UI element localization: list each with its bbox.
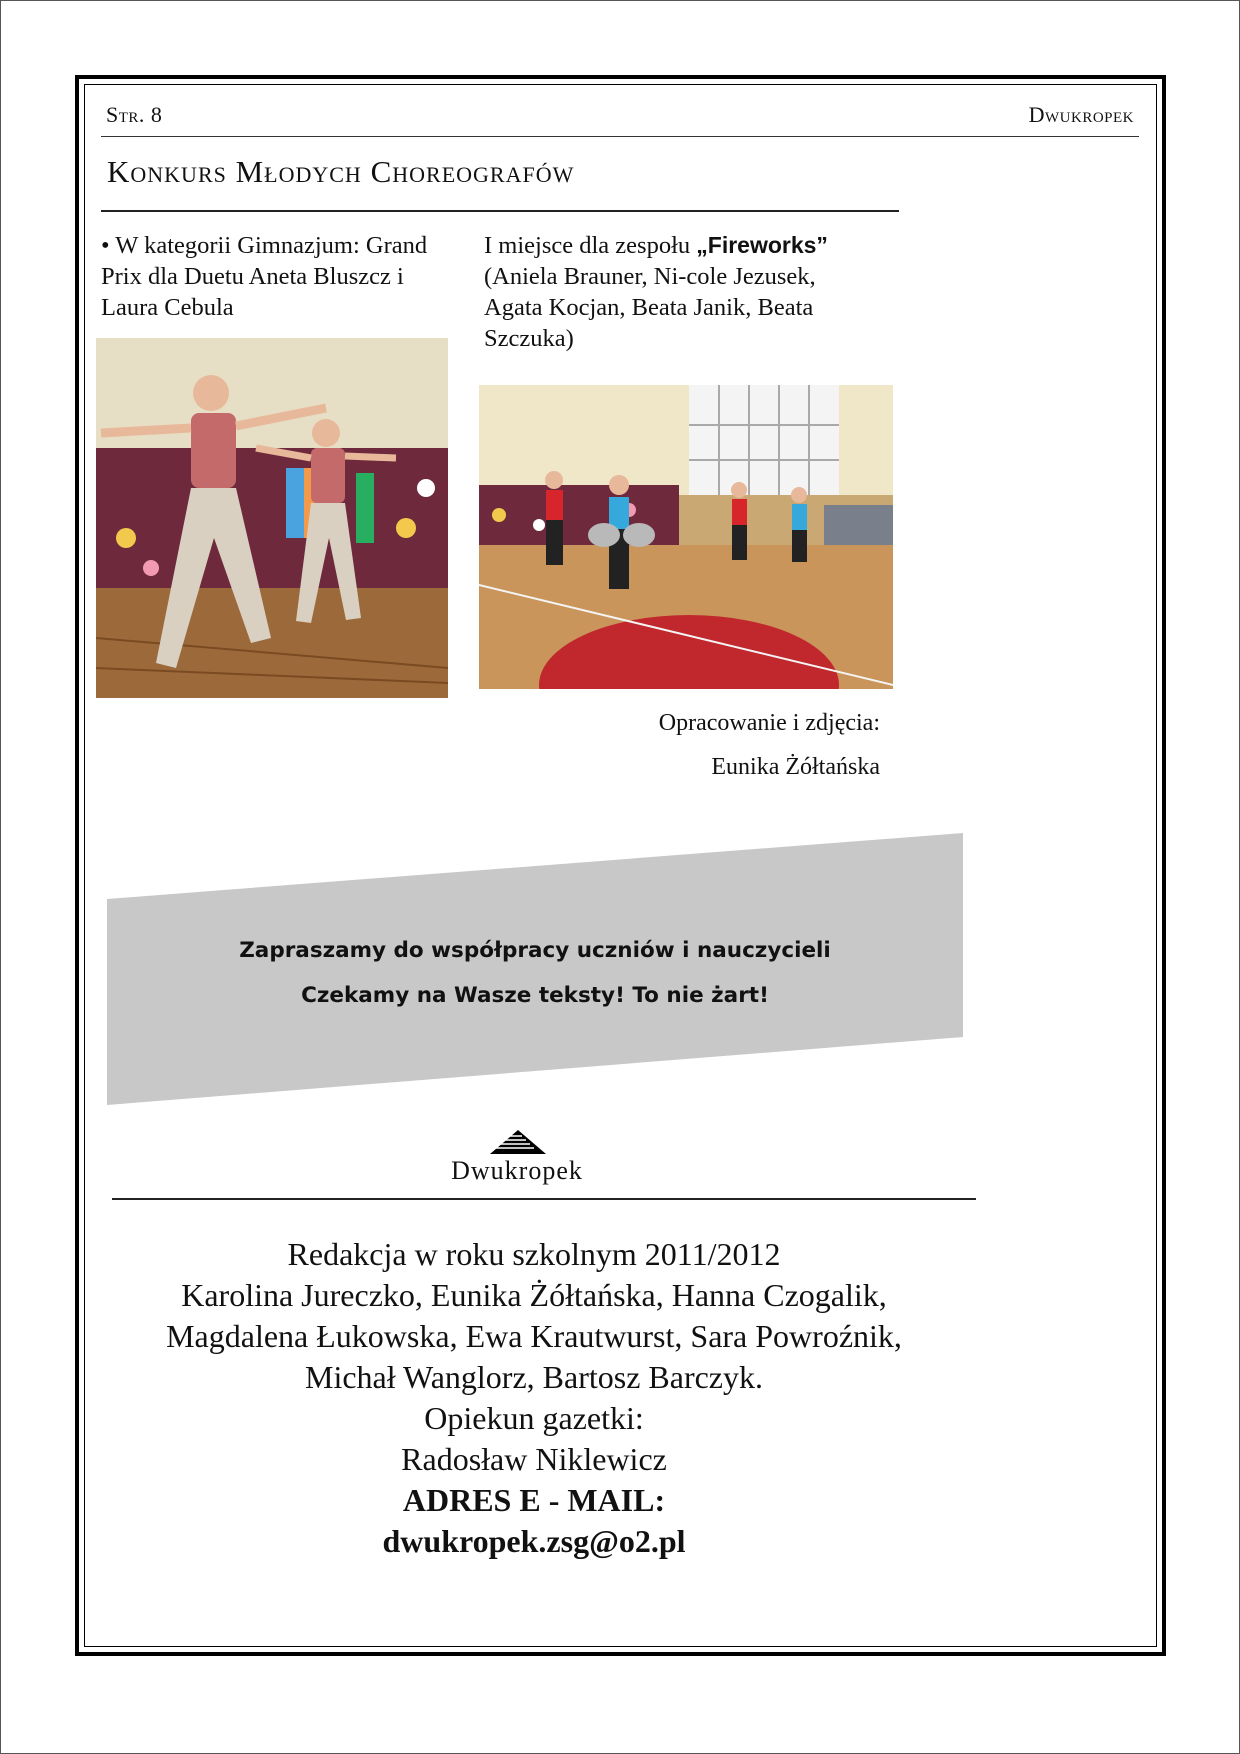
editorial-members-line-3: Michał Wanglorz, Bartosz Barczyk. [304, 1359, 763, 1395]
banner-line-1: Zapraszamy do współpracy uczniów i nauczycieli [239, 938, 831, 963]
publication-name: Dwukropek [1028, 102, 1134, 127]
team-name: „Fireworks” [696, 232, 828, 258]
supervisor-name: Radosław Niklewicz [401, 1441, 667, 1477]
team-dance-photo [479, 385, 893, 689]
credit-label: Opracowanie i zdjęcia: [658, 710, 880, 736]
page-number: Str. 8 [106, 102, 163, 127]
editorial-members-line-1: Karolina Jureczko, Eunika Żółtańska, Hanna Czogalik, [181, 1277, 887, 1313]
email-label: ADRES E - MAIL: [402, 1482, 666, 1518]
editorial-info [84, 1234, 984, 1562]
credit-author: Eunika Żółtańska [711, 754, 880, 780]
banner-line-2: Czekamy na Wasze teksty! To nie żart! [301, 983, 769, 1008]
supervisor-label: Opiekun gazetki: [424, 1400, 644, 1436]
right-column-text [484, 230, 874, 354]
duet-dance-photo [96, 338, 448, 698]
editorial-members-line-2: Magdalena Łukowska, Ewa Krautwurst, Sara Powroźnik, [166, 1318, 902, 1354]
logo-wordmark: Dwukropek [451, 1156, 583, 1185]
right-column-intro: I miejsce dla zespołu [484, 232, 697, 259]
invitation-banner [107, 833, 963, 1105]
stacked-triangle-logo-icon [490, 1130, 546, 1156]
header-divider [101, 136, 1139, 137]
email-address[interactable]: dwukropek.zsg@o2.pl [382, 1523, 686, 1559]
section-title: Konkurs Młodych Choreografów [107, 154, 575, 189]
editorial-heading: Redakcja w roku szkolnym 2011/2012 [287, 1236, 781, 1272]
right-column-members: (Aniela Brauner, Ni-cole Jezusek, Agata Kocjan, Beata Janik, Beata Szczuka) [484, 263, 816, 352]
banner-background [107, 833, 963, 1105]
footer-divider [112, 1198, 976, 1200]
left-column-text: • W kategorii Gimnazjum: Grand Prix dla Duetu Aneta Bluszcz i Laura Cebula [101, 232, 428, 321]
section-divider [101, 210, 899, 212]
